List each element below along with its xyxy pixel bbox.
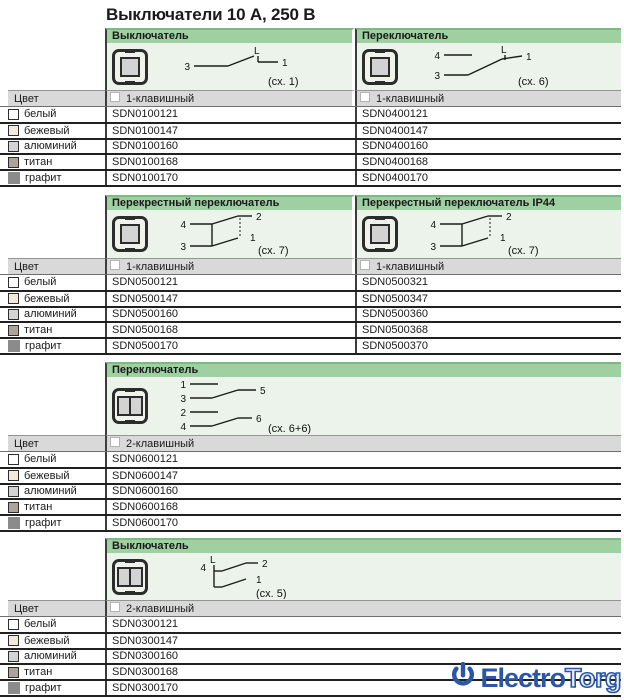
- switch-keys: [117, 567, 143, 587]
- article-cell: [105, 500, 621, 514]
- section-header-label: Перекрестный переключатель: [112, 197, 280, 209]
- color-swatch-aluminium: [8, 486, 19, 497]
- article-code: SDN0400160: [362, 140, 429, 153]
- svg-text:(сх. 1): (сх. 1): [268, 75, 299, 88]
- article-code: SDN0500370: [362, 340, 429, 353]
- article-row: [0, 632, 621, 648]
- color-header-label: Цвет: [14, 92, 39, 105]
- schematic-row: [0, 553, 621, 600]
- section-header: [105, 28, 355, 43]
- color-label: [0, 634, 105, 648]
- section-header-label: Перекрестный переключатель IP44: [362, 197, 556, 209]
- circuit-diagram: [406, 45, 596, 89]
- spacer: [0, 43, 105, 90]
- color-swatch-white: [8, 277, 19, 288]
- section-header-label: Переключатель: [112, 364, 199, 376]
- color-swatch-beige: [8, 470, 19, 481]
- article-code: SDN0500170: [112, 340, 179, 353]
- article-row: [0, 337, 621, 353]
- article-code: SDN0100160: [112, 140, 179, 153]
- article-row: [0, 498, 621, 514]
- color-name: графит: [25, 682, 62, 695]
- color-name: алюминий: [24, 485, 77, 498]
- article-cell: [105, 140, 355, 154]
- schematic-row: [0, 210, 621, 258]
- svg-text:1: 1: [500, 233, 506, 244]
- section-header: [355, 195, 621, 210]
- section-header: [355, 28, 621, 43]
- switch-key: [120, 224, 140, 244]
- color-name: бежевый: [24, 469, 70, 482]
- logo-text-solid: Electro: [480, 662, 566, 693]
- svg-text:1: 1: [250, 233, 256, 244]
- article-code: SDN0400147: [362, 124, 429, 137]
- color-column-header: [8, 435, 105, 451]
- color-swatch-beige: [8, 125, 19, 136]
- color-swatch-aluminium: [8, 309, 19, 320]
- color-column-header: [8, 258, 105, 274]
- article-row: [0, 169, 621, 185]
- header-row: [0, 362, 621, 377]
- section-header-label: Переключатель: [362, 30, 449, 42]
- key-count-cell: [105, 90, 355, 106]
- color-swatch-titanium: [8, 667, 19, 678]
- svg-text:L: L: [210, 554, 216, 566]
- svg-text:1: 1: [526, 51, 532, 63]
- switch-device-icon: [112, 49, 148, 85]
- section-header-label: Выключатель: [112, 540, 189, 552]
- circuit-diagram: [156, 555, 356, 599]
- switch-key: [370, 224, 390, 244]
- article-cell: [355, 171, 621, 185]
- color-name: титан: [24, 324, 53, 337]
- schematic-cell: [105, 553, 621, 600]
- article-code: SDN0500360: [362, 308, 429, 321]
- article-code: SDN0600160: [112, 485, 179, 498]
- color-header-cell: [0, 90, 105, 106]
- spacer: [0, 28, 105, 43]
- section-header: [105, 195, 355, 210]
- color-label: [0, 155, 105, 169]
- color-label: [0, 516, 105, 530]
- switch-key: [370, 57, 390, 77]
- color-label: [0, 107, 105, 122]
- color-name: белый: [24, 108, 57, 121]
- key-icon: [110, 260, 120, 270]
- svg-text:3: 3: [184, 61, 190, 73]
- svg-text:5: 5: [260, 386, 266, 397]
- schematic-cell: [355, 210, 621, 258]
- svg-text:4: 4: [180, 422, 186, 433]
- color-label: [0, 308, 105, 322]
- color-column-header: [8, 90, 105, 106]
- key-icon: [110, 602, 120, 612]
- article-cell: [355, 292, 621, 306]
- spacer: [0, 210, 105, 258]
- color-column-header: [8, 600, 105, 616]
- power-icon: [448, 662, 478, 694]
- color-header-cell: [0, 600, 105, 616]
- color-swatch-graphite: [8, 340, 20, 352]
- spacer: [0, 195, 105, 210]
- key-count-cell: [105, 600, 621, 616]
- article-code: SDN0500347: [362, 292, 429, 305]
- header-row: [0, 195, 621, 210]
- article-code: SDN0600168: [112, 501, 179, 514]
- color-header-cell: [0, 435, 105, 451]
- svg-text:4: 4: [430, 220, 436, 231]
- key-icon: [360, 92, 370, 102]
- gang-row: [0, 90, 621, 106]
- svg-text:2: 2: [506, 212, 512, 223]
- article-code: SDN0600121: [112, 453, 179, 466]
- key-count-label: 1-клавишный: [376, 260, 445, 273]
- color-label: [0, 617, 105, 632]
- article-row: [0, 122, 621, 138]
- switch-key: [120, 57, 140, 77]
- color-label: [0, 323, 105, 337]
- color-label: [0, 650, 105, 664]
- color-label: [0, 140, 105, 154]
- gang-row: [0, 600, 621, 616]
- svg-text:(сх. 6): (сх. 6): [518, 75, 549, 88]
- section-header-label: Выключатель: [112, 30, 189, 42]
- color-header-label: Цвет: [14, 437, 39, 450]
- article-cell: [105, 485, 621, 499]
- article-code: SDN0100170: [112, 172, 179, 185]
- color-label: [0, 275, 105, 290]
- article-cell: [105, 469, 621, 483]
- key-count-label: 1-клавишный: [126, 260, 195, 273]
- color-swatch-white: [8, 619, 19, 630]
- article-cell: [105, 339, 355, 353]
- color-name: алюминий: [24, 308, 77, 321]
- color-name: бежевый: [24, 292, 70, 305]
- article-row: [0, 514, 621, 530]
- article-row: [0, 616, 621, 632]
- article-code: SDN0400168: [362, 156, 429, 169]
- article-code: SDN0400170: [362, 172, 429, 185]
- article-cell: [355, 155, 621, 169]
- svg-text:1: 1: [282, 57, 288, 69]
- svg-text:L: L: [254, 45, 260, 57]
- svg-text:L: L: [501, 44, 507, 56]
- article-row: [0, 106, 621, 122]
- svg-text:(сх. 7): (сх. 7): [258, 245, 289, 257]
- color-name: белый: [24, 453, 57, 466]
- color-label: [0, 292, 105, 306]
- color-swatch-beige: [8, 635, 19, 646]
- color-name: титан: [24, 666, 53, 679]
- color-label: [0, 452, 105, 467]
- article-cell: [105, 292, 355, 306]
- section-header: [105, 538, 621, 553]
- color-swatch-titanium: [8, 325, 19, 336]
- color-swatch-graphite: [8, 517, 20, 529]
- article-code: SDN0100168: [112, 156, 179, 169]
- article-code: SDN0500121: [112, 276, 179, 289]
- color-label: [0, 469, 105, 483]
- color-name: алюминий: [24, 140, 77, 153]
- header-row: [0, 538, 621, 553]
- article-code: SDN0500321: [362, 276, 429, 289]
- color-swatch-aluminium: [8, 141, 19, 152]
- color-swatch-aluminium: [8, 651, 19, 662]
- switch-device-icon-2gang: [112, 559, 148, 595]
- color-label: [0, 500, 105, 514]
- svg-text:4: 4: [200, 562, 206, 574]
- spacer: [0, 377, 105, 435]
- article-row: [0, 138, 621, 154]
- gang-row: [0, 258, 621, 274]
- key-count-label: 2-клавишный: [126, 602, 195, 615]
- svg-text:2: 2: [180, 408, 186, 419]
- article-cell: [355, 124, 621, 138]
- electrotorg-logo: [448, 658, 621, 698]
- key-count-label: 1-клавишный: [126, 92, 195, 105]
- article-code: SDN0300160: [112, 650, 179, 663]
- article-code: SDN0400121: [362, 108, 429, 121]
- schematic-cell: [105, 210, 355, 258]
- article-row: [0, 153, 621, 169]
- svg-text:3: 3: [180, 394, 186, 405]
- spacer: [0, 362, 105, 377]
- article-cell: [355, 140, 621, 154]
- key-icon: [360, 260, 370, 270]
- color-name: графит: [25, 340, 62, 353]
- article-row: [0, 451, 621, 467]
- article-code: SDN0600147: [112, 469, 179, 482]
- circuit-diagram: [156, 210, 346, 258]
- color-swatch-beige: [8, 293, 19, 304]
- color-header-label: Цвет: [14, 602, 39, 615]
- gang-row: [0, 435, 621, 451]
- color-header-cell: [0, 258, 105, 274]
- color-label: [0, 124, 105, 138]
- article-cell: [105, 452, 621, 467]
- color-label: [0, 171, 105, 185]
- svg-text:(сх. 6+6): (сх. 6+6): [268, 423, 312, 434]
- color-swatch-graphite: [8, 682, 20, 694]
- article-code: SDN0500147: [112, 292, 179, 305]
- svg-text:(сх. 7): (сх. 7): [508, 245, 539, 257]
- svg-text:1: 1: [180, 380, 186, 391]
- article-code: SDN0300121: [112, 618, 179, 631]
- svg-text:2: 2: [256, 212, 262, 223]
- article-code: SDN0300168: [112, 666, 179, 679]
- article-cell: [105, 634, 621, 648]
- svg-text:3: 3: [180, 242, 186, 253]
- color-name: графит: [25, 517, 62, 530]
- key-count-cell: [105, 258, 355, 274]
- svg-text:6: 6: [256, 414, 262, 425]
- color-swatch-titanium: [8, 157, 19, 168]
- article-cell: [105, 155, 355, 169]
- circuit-diagram: [156, 378, 376, 434]
- article-row: [0, 306, 621, 322]
- schematic-cell: [355, 43, 621, 90]
- svg-text:3: 3: [434, 70, 440, 82]
- key-count-label: 1-клавишный: [376, 92, 445, 105]
- article-code: SDN0500368: [362, 324, 429, 337]
- spacer: [0, 553, 105, 600]
- schematic-row: [0, 377, 621, 435]
- switch-device-icon: [362, 49, 398, 85]
- section-switch-1key: [0, 28, 621, 187]
- color-label: [0, 665, 105, 679]
- section-cross-switch: [0, 195, 621, 355]
- article-row: [0, 321, 621, 337]
- color-label: [0, 485, 105, 499]
- schematic-row: [0, 43, 621, 90]
- circuit-diagram: [156, 45, 346, 89]
- header-row: [0, 28, 621, 43]
- schematic-cell: [105, 377, 621, 435]
- article-cell: [105, 323, 355, 337]
- article-code: SDN0500160: [112, 308, 179, 321]
- key-count-cell: [355, 90, 621, 106]
- article-code: SDN0100121: [112, 108, 179, 121]
- color-name: алюминий: [24, 650, 77, 663]
- color-name: титан: [24, 501, 53, 514]
- article-row: [0, 483, 621, 499]
- logo-text-outline: Torg: [565, 662, 621, 693]
- article-code: SDN0600170: [112, 517, 179, 530]
- svg-text:3: 3: [430, 242, 436, 253]
- svg-text:2: 2: [262, 558, 268, 570]
- svg-text:4: 4: [180, 220, 186, 231]
- switch-device-icon: [362, 216, 398, 252]
- switch-device-icon: [112, 216, 148, 252]
- article-cell: [105, 107, 355, 122]
- article-code: SDN0500168: [112, 324, 179, 337]
- article-cell: [105, 124, 355, 138]
- schematic-cell: [105, 43, 355, 90]
- section-header: [105, 362, 621, 377]
- key-count-cell: [355, 258, 621, 274]
- svg-text:(сх. 5): (сх. 5): [256, 587, 287, 599]
- color-swatch-white: [8, 454, 19, 465]
- key-icon: [110, 92, 120, 102]
- color-label: [0, 339, 105, 353]
- spacer: [0, 538, 105, 553]
- color-name: титан: [24, 156, 53, 169]
- article-code: SDN0100147: [112, 124, 179, 137]
- key-count-label: 2-клавишный: [126, 437, 195, 450]
- color-name: белый: [24, 618, 57, 631]
- color-header-label: Цвет: [14, 260, 39, 273]
- color-name: бежевый: [24, 124, 70, 137]
- article-cell: [105, 171, 355, 185]
- switch-device-icon-2gang: [112, 388, 148, 424]
- svg-text:1: 1: [256, 574, 262, 586]
- article-cell: [355, 323, 621, 337]
- article-cell: [355, 275, 621, 290]
- article-code: SDN0300170: [112, 682, 179, 695]
- article-cell: [355, 308, 621, 322]
- circuit-diagram: [406, 210, 596, 258]
- section-switch-2key-changeover: [0, 362, 621, 532]
- key-icon: [110, 437, 120, 447]
- color-label: [0, 681, 105, 695]
- article-row: [0, 290, 621, 306]
- page-title: Выключатели 10 А, 250 В: [106, 5, 316, 24]
- article-cell: [105, 516, 621, 530]
- article-cell: [105, 275, 355, 290]
- key-count-cell: [105, 435, 621, 451]
- article-row: [0, 274, 621, 290]
- article-row: [0, 467, 621, 483]
- color-swatch-graphite: [8, 172, 20, 184]
- color-name: белый: [24, 276, 57, 289]
- svg-text:4: 4: [434, 50, 440, 62]
- article-code: SDN0300147: [112, 634, 179, 647]
- color-name: графит: [25, 172, 62, 185]
- article-cell: [355, 107, 621, 122]
- article-cell: [105, 617, 621, 632]
- color-swatch-white: [8, 109, 19, 120]
- color-swatch-titanium: [8, 502, 19, 513]
- article-cell: [355, 339, 621, 353]
- article-cell: [105, 308, 355, 322]
- color-name: бежевый: [24, 634, 70, 647]
- switch-keys: [117, 396, 143, 416]
